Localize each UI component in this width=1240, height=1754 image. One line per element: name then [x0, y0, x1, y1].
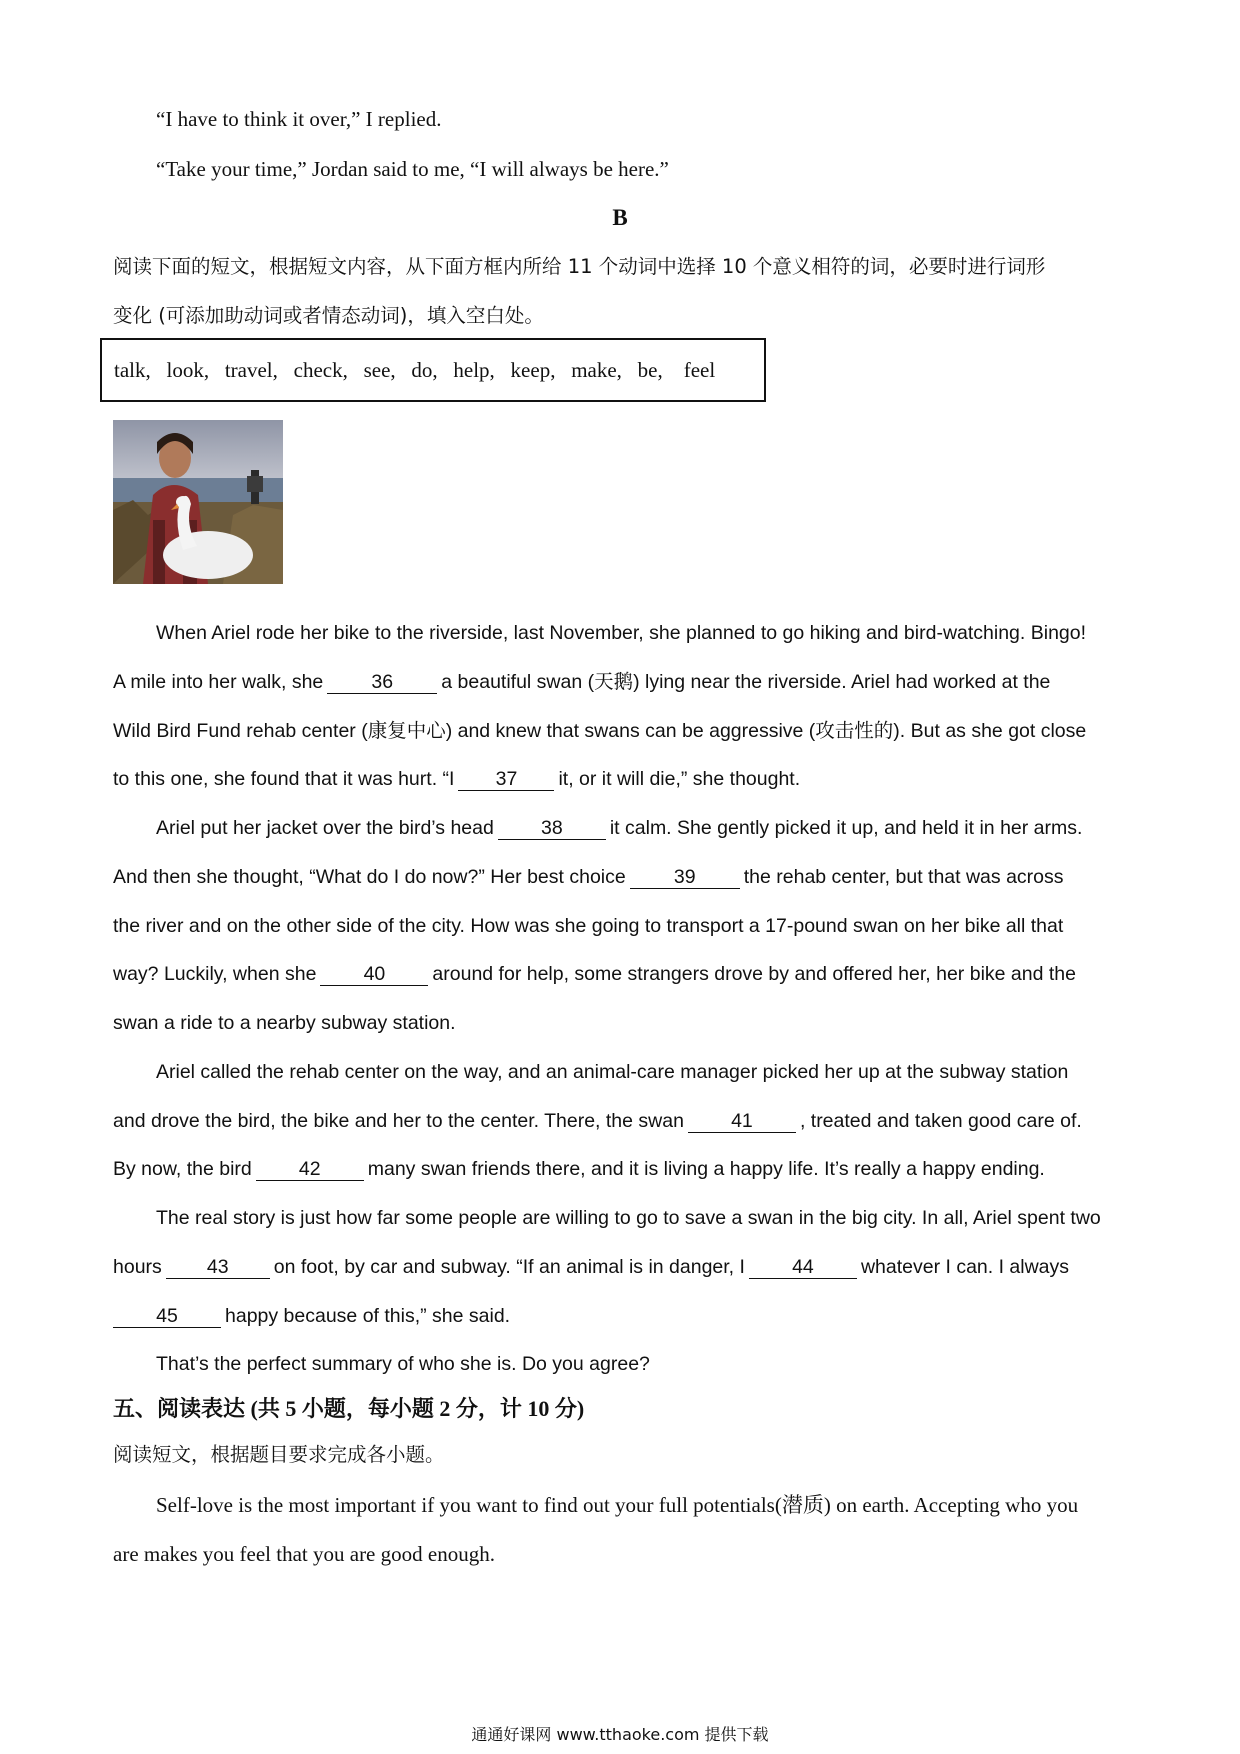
p4-line-2b: on foot, by car and subway. “If an animal is in danger, I [273, 1256, 745, 1278]
section-5-heading: 五、阅读表达 (共 5 小题，每小题 2 分，计 10 分) [113, 1396, 585, 1421]
blank-43[interactable]: 43 [166, 1256, 270, 1279]
p2-line-1 [156, 815, 1082, 841]
p2-line-5: swan a ride to a nearby subway station. [113, 1012, 456, 1034]
p3-line-1: Ariel called the rehab center on the way, and an animal-care manager picked her up at the subway station [156, 1061, 1069, 1083]
page-footer: 通通好课网 www.tthaoke.com 提供下载 [471, 1725, 769, 1744]
p1-line-2a: A mile into her walk, she [113, 671, 324, 693]
p2-line-4b: around for help, some strangers drove by and offered her, her bike and the [432, 963, 1076, 985]
section-5-line-2: are makes you feel that you are good enough. [113, 1542, 495, 1566]
p2-line-4a: way? Luckily, when she [113, 963, 317, 985]
p3-line-2a: and drove the bird, the bike and her to the center. There, the swan [113, 1110, 684, 1132]
dialogue-line-1: “I have to think it over,” I replied. [156, 107, 442, 131]
p4-line-3 [113, 1303, 510, 1329]
p4-line-2a: hours [113, 1256, 162, 1278]
blank-44[interactable]: 44 [749, 1256, 857, 1279]
p3-line-2 [113, 1108, 1082, 1134]
blank-45[interactable]: 45 [113, 1305, 221, 1328]
p2-line-2b: the rehab center, but that was across [743, 866, 1064, 888]
p1-line-4 [113, 766, 800, 792]
blank-41[interactable]: 41 [688, 1110, 796, 1133]
word-bank-box [100, 338, 766, 402]
p2-line-4 [113, 961, 1076, 987]
p1-line-4a: to this one, she found that it was hurt. “I [113, 768, 455, 790]
p1-line-4b: it, or it will die,” she thought. [558, 768, 801, 790]
p1-line-2 [113, 669, 1050, 695]
section-b-label: B [612, 205, 628, 230]
p3-line-2b: , treated and taken good care of. [799, 1110, 1082, 1132]
section-b-instruction-2: 变化 (可添加助动词或者情态动词)，填入空白处。 [113, 304, 544, 327]
blank-38[interactable]: 38 [498, 817, 606, 840]
blank-39[interactable]: 39 [630, 866, 740, 889]
p2-line-2 [113, 864, 1064, 890]
section-b-instruction-1: 阅读下面的短文，根据短文内容，从下面方框内所给 11 个动词中选择 10 个意义相符的词，必要时进行词形 [113, 255, 1046, 278]
p2-line-2a: And then she thought, “What do I do now?” Her best choice [113, 866, 626, 888]
blank-36[interactable]: 36 [327, 671, 437, 694]
photo-illustration [113, 420, 283, 584]
p2-line-1a: Ariel put her jacket over the bird’s head [156, 817, 494, 839]
p4-line-2 [113, 1254, 1069, 1280]
p1-line-1: When Ariel rode her bike to the riverside, last November, she planned to go hiking and bird-watching. Bingo! [156, 622, 1087, 644]
p3-line-3 [113, 1156, 1045, 1182]
p4-line-1: The real story is just how far some people are willing to go to save a swan in the big city. In all, Ariel spent two [156, 1207, 1101, 1229]
p4-line-3b: happy because of this,” she said. [225, 1305, 511, 1327]
blank-40[interactable]: 40 [320, 963, 428, 986]
section-5-line-1: Self-love is the most important if you want to find out your full potentials(潜质) on earth. Accepting who you [156, 1493, 1079, 1517]
blank-42[interactable]: 42 [256, 1158, 364, 1181]
swan-photo [113, 420, 283, 584]
p1-line-3: Wild Bird Fund rehab center (康复中心) and knew that swans can be aggressive (攻击性的). But as she got close [113, 720, 1087, 742]
dialogue-line-2: “Take your time,” Jordan said to me, “I will always be here.” [156, 157, 669, 181]
blank-37[interactable]: 37 [458, 768, 554, 791]
section-5-instruction: 阅读短文，根据题目要求完成各小题。 [113, 1443, 445, 1466]
p2-line-3: the river and on the other side of the city. How was she going to transport a 17-pound swan on her bike all that [113, 915, 1064, 937]
p4-line-2c: whatever I can. I always [860, 1256, 1070, 1278]
p5-line: That’s the perfect summary of who she is. Do you agree? [156, 1353, 650, 1375]
p2-line-1b: it calm. She gently picked it up, and held it in her arms. [609, 817, 1083, 839]
p1-line-2b: a beautiful swan (天鹅) lying near the riverside. Ariel had worked at the [441, 671, 1051, 693]
p3-line-3a: By now, the bird [113, 1158, 252, 1180]
word-bank-words: talk, look, travel, check, see, do, help, keep, make, be, feel [114, 358, 716, 382]
p3-line-3b: many swan friends there, and it is living a happy life. It’s really a happy ending. [367, 1158, 1045, 1180]
